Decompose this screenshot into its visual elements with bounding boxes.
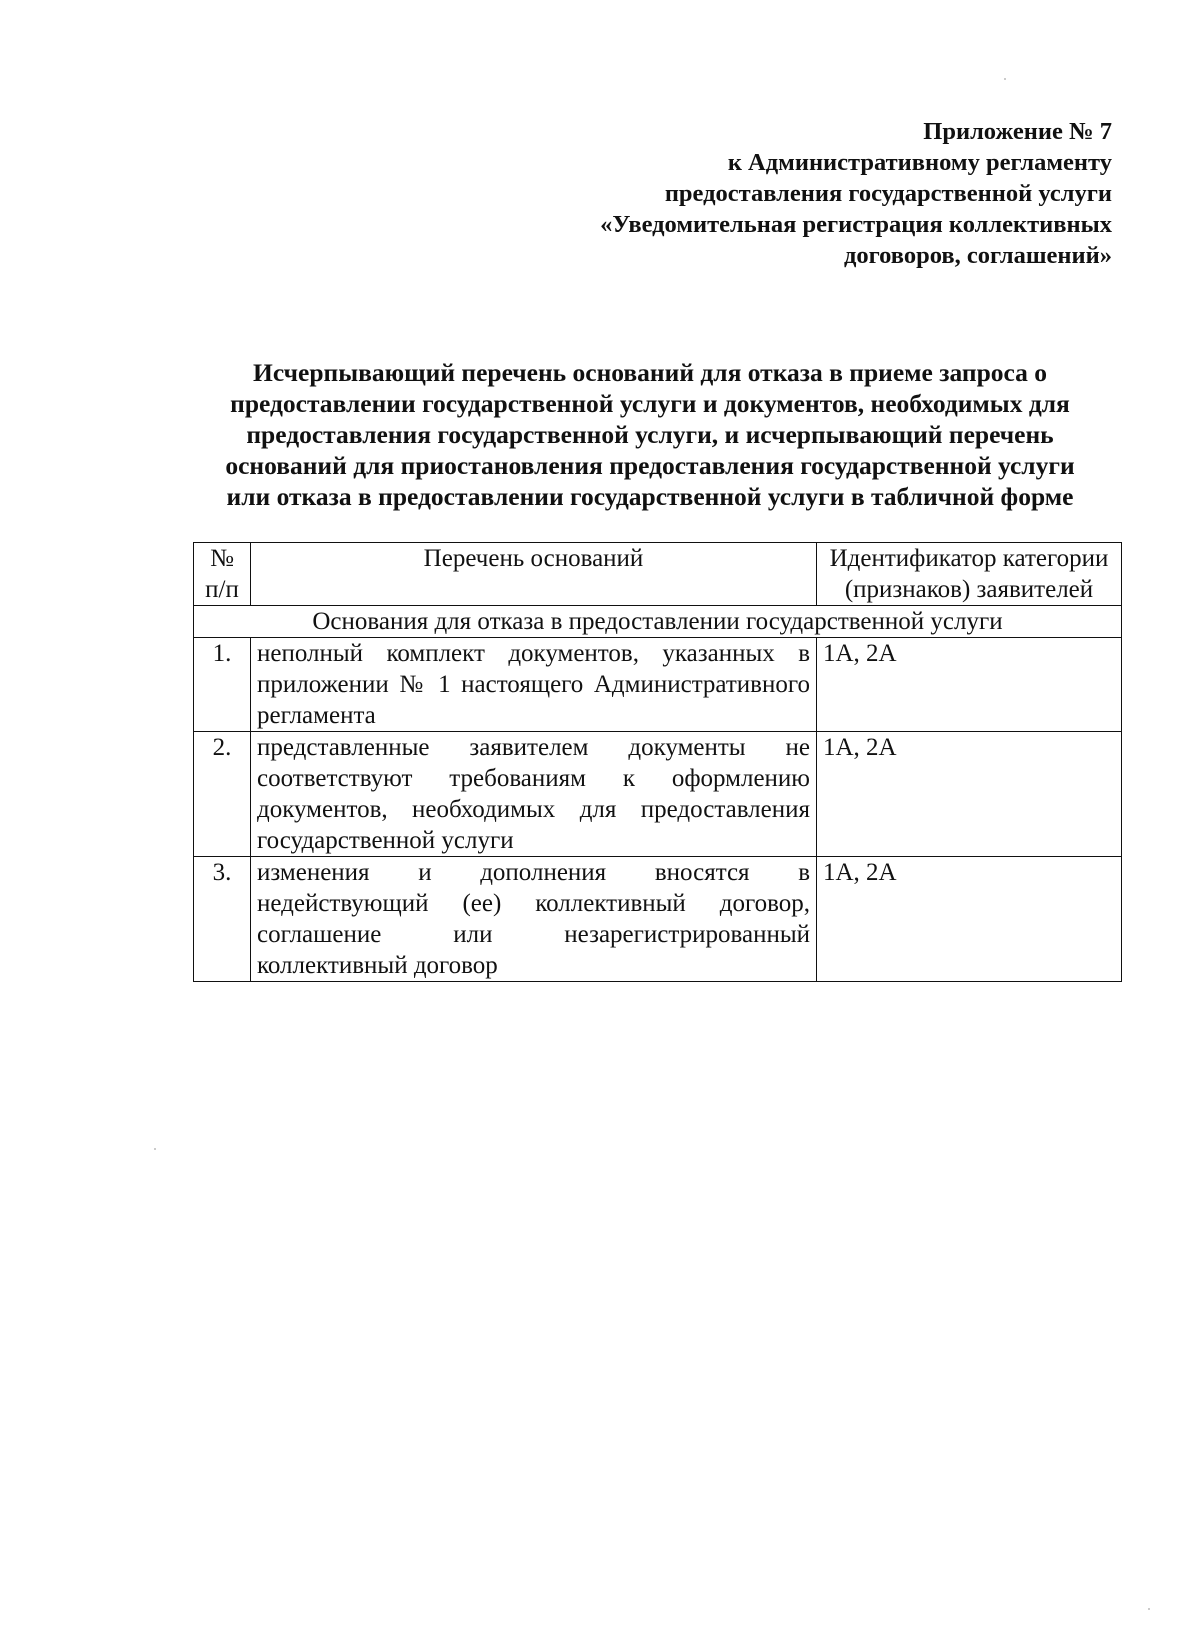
- row-identifier: 1А, 2А: [817, 857, 1122, 982]
- title-line: Исчерпывающий перечень оснований для отказа в приеме запроса о: [252, 358, 1048, 387]
- appendix-line: к Административному регламенту: [727, 149, 1112, 176]
- row-num: 3.: [194, 857, 251, 982]
- title-line: предоставления государственной услуги, и исчерпывающий перечень: [246, 420, 1054, 449]
- title-line: предоставлении государственной услуги и документов, необходимых для: [230, 389, 1070, 418]
- row-identifier: 1А, 2А: [817, 638, 1122, 732]
- section-row: [194, 606, 1122, 638]
- appendix-reference: [472, 116, 1112, 271]
- title-line: или отказа в предоставлении государственной услуги в табличной форме: [226, 482, 1074, 511]
- row-text: неполный комплект документов, указанных в приложении № 1 настоящего Административного регламента: [251, 638, 817, 732]
- row-num: 2.: [194, 732, 251, 857]
- document-title: [190, 357, 1110, 512]
- appendix-line: договоров, соглашений»: [843, 242, 1112, 269]
- title-line: оснований для приостановления предоставления государственной услуги: [225, 451, 1075, 480]
- appendix-line: «Уведомительная регистрация коллективных: [600, 211, 1112, 238]
- scan-speck: [154, 1148, 156, 1150]
- grounds-table: [193, 542, 1122, 982]
- row-text: изменения и дополнения вносятся в недействующий (ее) коллективный договор, соглашение или незарегистрированный коллективный договор: [251, 857, 817, 982]
- appendix-line: Приложение № 7: [923, 118, 1112, 145]
- table-row: [194, 857, 1122, 982]
- table-row: [194, 732, 1122, 857]
- table-header-row: [194, 543, 1122, 606]
- header-identifier: Идентификатор категории (признаков) заявителей: [817, 543, 1122, 606]
- scan-speck: [1148, 1608, 1150, 1610]
- row-identifier: 1А, 2А: [817, 732, 1122, 857]
- section-title: Основания для отказа в предоставлении государственной услуги: [194, 606, 1122, 638]
- scan-speck: [1004, 78, 1006, 80]
- header-num: № п/п: [194, 543, 251, 606]
- header-grounds: Перечень оснований: [251, 543, 817, 606]
- table-row: [194, 638, 1122, 732]
- appendix-line: предоставления государственной услуги: [664, 180, 1112, 207]
- row-text: представленные заявителем документы не соответствуют требованиям к оформлению документов, необходимых для предоставления государственной услуги: [251, 732, 817, 857]
- row-num: 1.: [194, 638, 251, 732]
